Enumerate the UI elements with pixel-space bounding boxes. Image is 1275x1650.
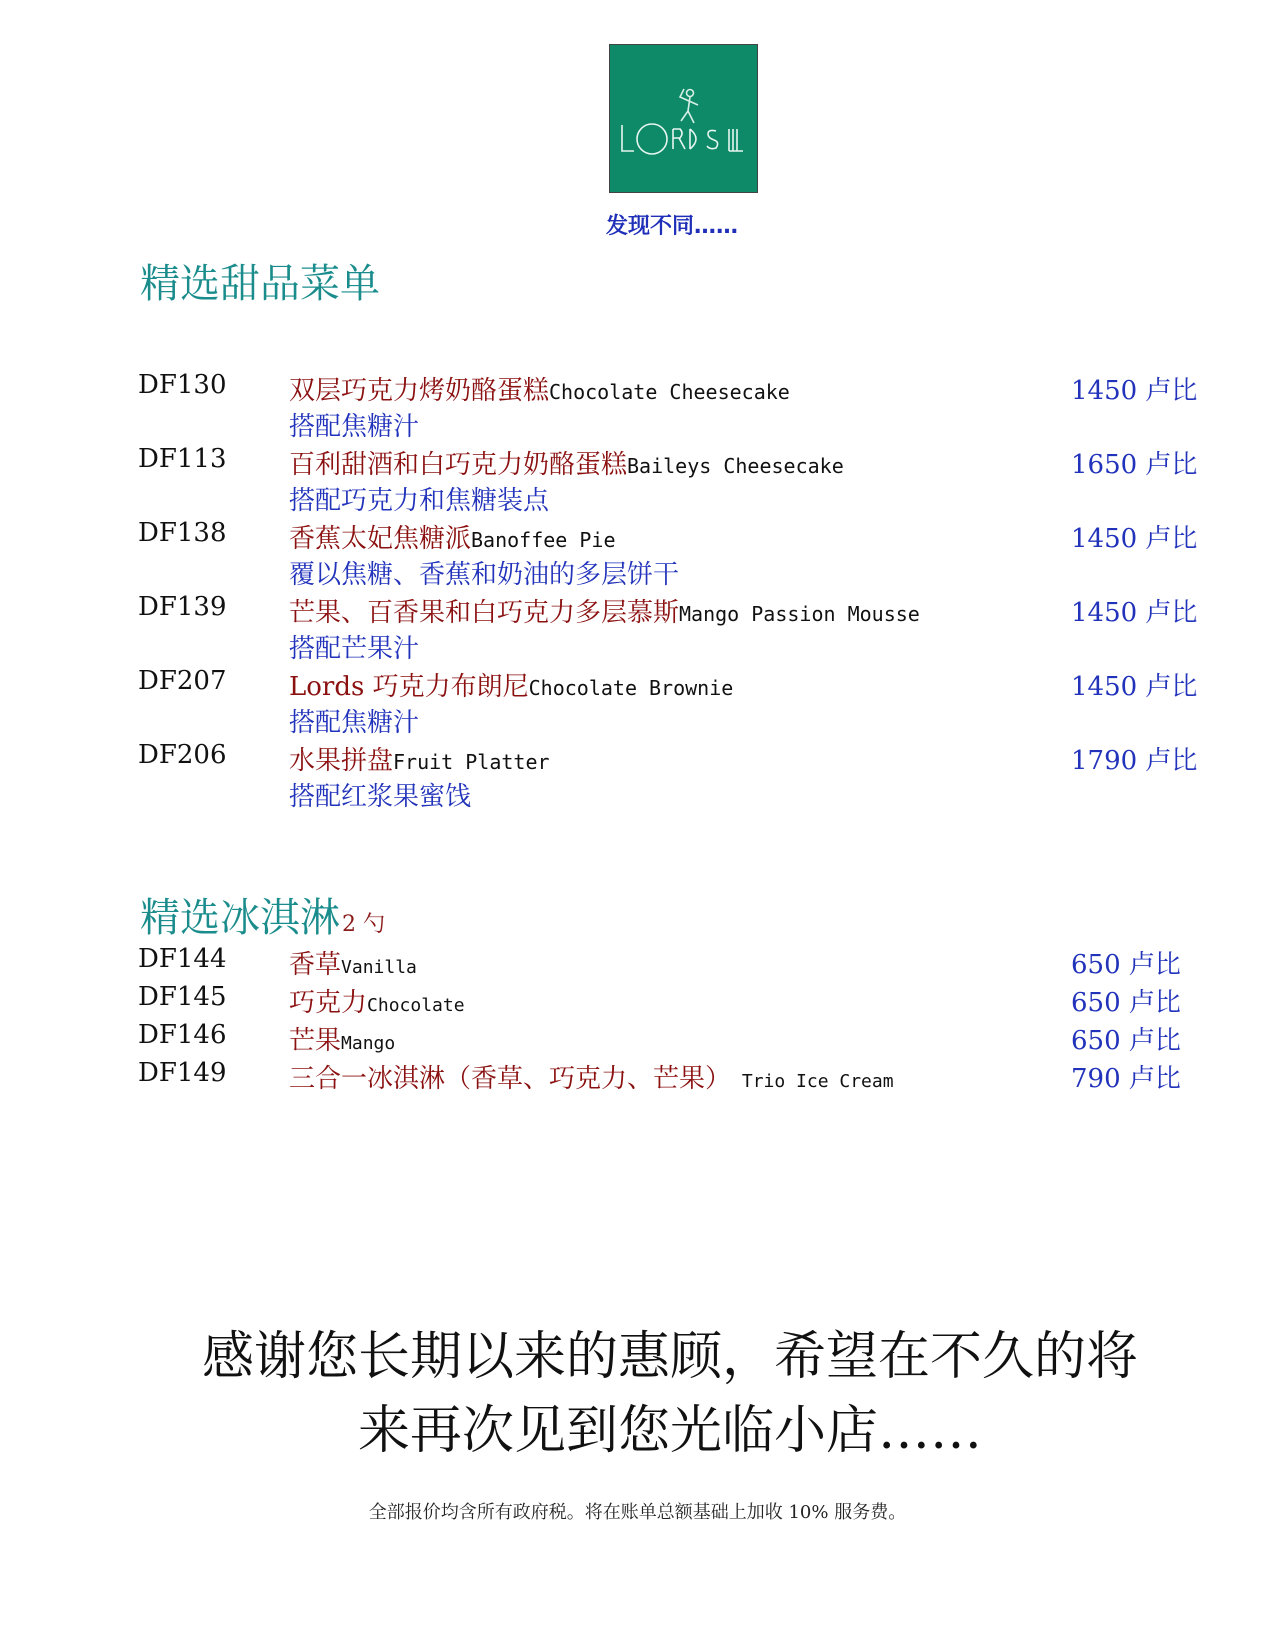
item-name bbox=[289, 740, 550, 777]
menu-item bbox=[0, 518, 1275, 593]
item-name bbox=[289, 1020, 395, 1057]
item-code: DF146 bbox=[138, 1020, 227, 1050]
icecream-menu-title-suffix: 2 勺 bbox=[342, 912, 385, 937]
menu-item bbox=[0, 370, 1275, 445]
item-description: 搭配红浆果蜜饯 bbox=[289, 782, 472, 812]
thank-you-message bbox=[140, 1320, 1200, 1468]
dessert-menu-title-text: 精选甜品菜单 bbox=[140, 261, 380, 307]
item-name-en: Baileys Cheesecake bbox=[627, 454, 844, 478]
item-price: 650 卢比 bbox=[1071, 1026, 1181, 1056]
menu-item bbox=[0, 982, 1275, 1020]
item-name bbox=[289, 444, 844, 481]
menu-item bbox=[0, 1058, 1275, 1096]
item-price: 1450 卢比 bbox=[1071, 672, 1198, 702]
item-name-en: Vanilla bbox=[341, 957, 417, 978]
icecream-menu-title-text: 精选冰淇淋 bbox=[140, 895, 340, 941]
item-name-en: Banoffee Pie bbox=[471, 528, 616, 552]
item-description: 搭配巧克力和焦糖装点 bbox=[289, 486, 550, 516]
item-code: DF130 bbox=[138, 370, 227, 400]
item-code: DF113 bbox=[138, 444, 227, 474]
thank-you-line-1: 感谢您长期以来的惠顾，希望在不久的将 bbox=[201, 1327, 1138, 1387]
item-description: 搭配焦糖汁 bbox=[289, 412, 420, 442]
menu-item bbox=[0, 592, 1275, 667]
item-name-en: Fruit Platter bbox=[393, 750, 550, 774]
tax-footnote: 全部报价均含所有政府税。将在账单总额基础上加收 10% 服务费。 bbox=[368, 1502, 907, 1523]
item-name-cn: Lords 巧克力布朗尼 bbox=[289, 672, 529, 702]
lords-logo-graphic bbox=[610, 45, 757, 192]
item-name-en: Mango Passion Mousse bbox=[679, 602, 920, 626]
item-price: 1790 卢比 bbox=[1071, 746, 1198, 776]
item-name-cn: 双层巧克力烤奶酪蛋糕 bbox=[289, 376, 550, 406]
menu-item bbox=[0, 740, 1275, 815]
icecream-menu-title bbox=[140, 886, 385, 943]
item-name-cn: 三合一冰淇淋（香草、巧克力、芒果） bbox=[289, 1064, 732, 1094]
item-description: 覆以焦糖、香蕉和奶油的多层饼干 bbox=[289, 560, 680, 590]
item-price: 1450 卢比 bbox=[1071, 598, 1198, 628]
menu-item bbox=[0, 944, 1275, 982]
menu-item bbox=[0, 666, 1275, 741]
dessert-menu-title bbox=[140, 252, 380, 309]
item-description: 搭配芒果汁 bbox=[289, 634, 420, 664]
item-name-cn: 芒果、百香果和白巧克力多层慕斯 bbox=[289, 598, 680, 628]
item-price: 650 卢比 bbox=[1071, 988, 1181, 1018]
item-name-en: Mango bbox=[341, 1033, 396, 1054]
menu-item bbox=[0, 444, 1275, 519]
item-code: DF144 bbox=[138, 944, 227, 974]
item-name-cn: 香蕉太妃焦糖派 bbox=[289, 524, 472, 554]
item-name-cn: 水果拼盘 bbox=[289, 746, 394, 776]
item-price: 1450 卢比 bbox=[1071, 376, 1198, 406]
item-name-en: Chocolate bbox=[367, 995, 465, 1016]
item-price: 650 卢比 bbox=[1071, 950, 1181, 980]
item-price: 1650 卢比 bbox=[1071, 450, 1198, 480]
thank-you-line-2: 来再次见到您光临小店…… bbox=[357, 1401, 982, 1461]
item-name-en: Trio Ice Cream bbox=[731, 1071, 894, 1092]
item-name bbox=[289, 518, 616, 555]
item-name-en: Chocolate Cheesecake bbox=[549, 380, 790, 404]
item-name-cn: 香草 bbox=[289, 950, 342, 980]
item-name bbox=[289, 592, 920, 629]
item-name bbox=[289, 1058, 894, 1095]
lords-logo bbox=[609, 44, 758, 193]
item-name-en: Chocolate Brownie bbox=[528, 676, 734, 700]
menu-item bbox=[0, 1020, 1275, 1058]
item-name-cn: 百利甜酒和白巧克力奶酪蛋糕 bbox=[289, 450, 628, 480]
item-code: DF138 bbox=[138, 518, 227, 548]
item-price: 790 卢比 bbox=[1071, 1064, 1181, 1094]
item-name-cn: 芒果 bbox=[289, 1026, 342, 1056]
item-code: DF139 bbox=[138, 592, 227, 622]
item-code: DF149 bbox=[138, 1058, 227, 1088]
item-name bbox=[289, 944, 417, 981]
item-description: 搭配焦糖汁 bbox=[289, 708, 420, 738]
item-code: DF206 bbox=[138, 740, 227, 770]
item-name-cn: 巧克力 bbox=[289, 988, 368, 1018]
item-code: DF207 bbox=[138, 666, 227, 696]
item-name bbox=[289, 982, 465, 1019]
item-name bbox=[289, 370, 790, 407]
item-price: 1450 卢比 bbox=[1071, 524, 1198, 554]
item-code: DF145 bbox=[138, 982, 227, 1012]
tagline: 发现不同…… bbox=[606, 214, 739, 239]
item-name bbox=[289, 666, 733, 703]
